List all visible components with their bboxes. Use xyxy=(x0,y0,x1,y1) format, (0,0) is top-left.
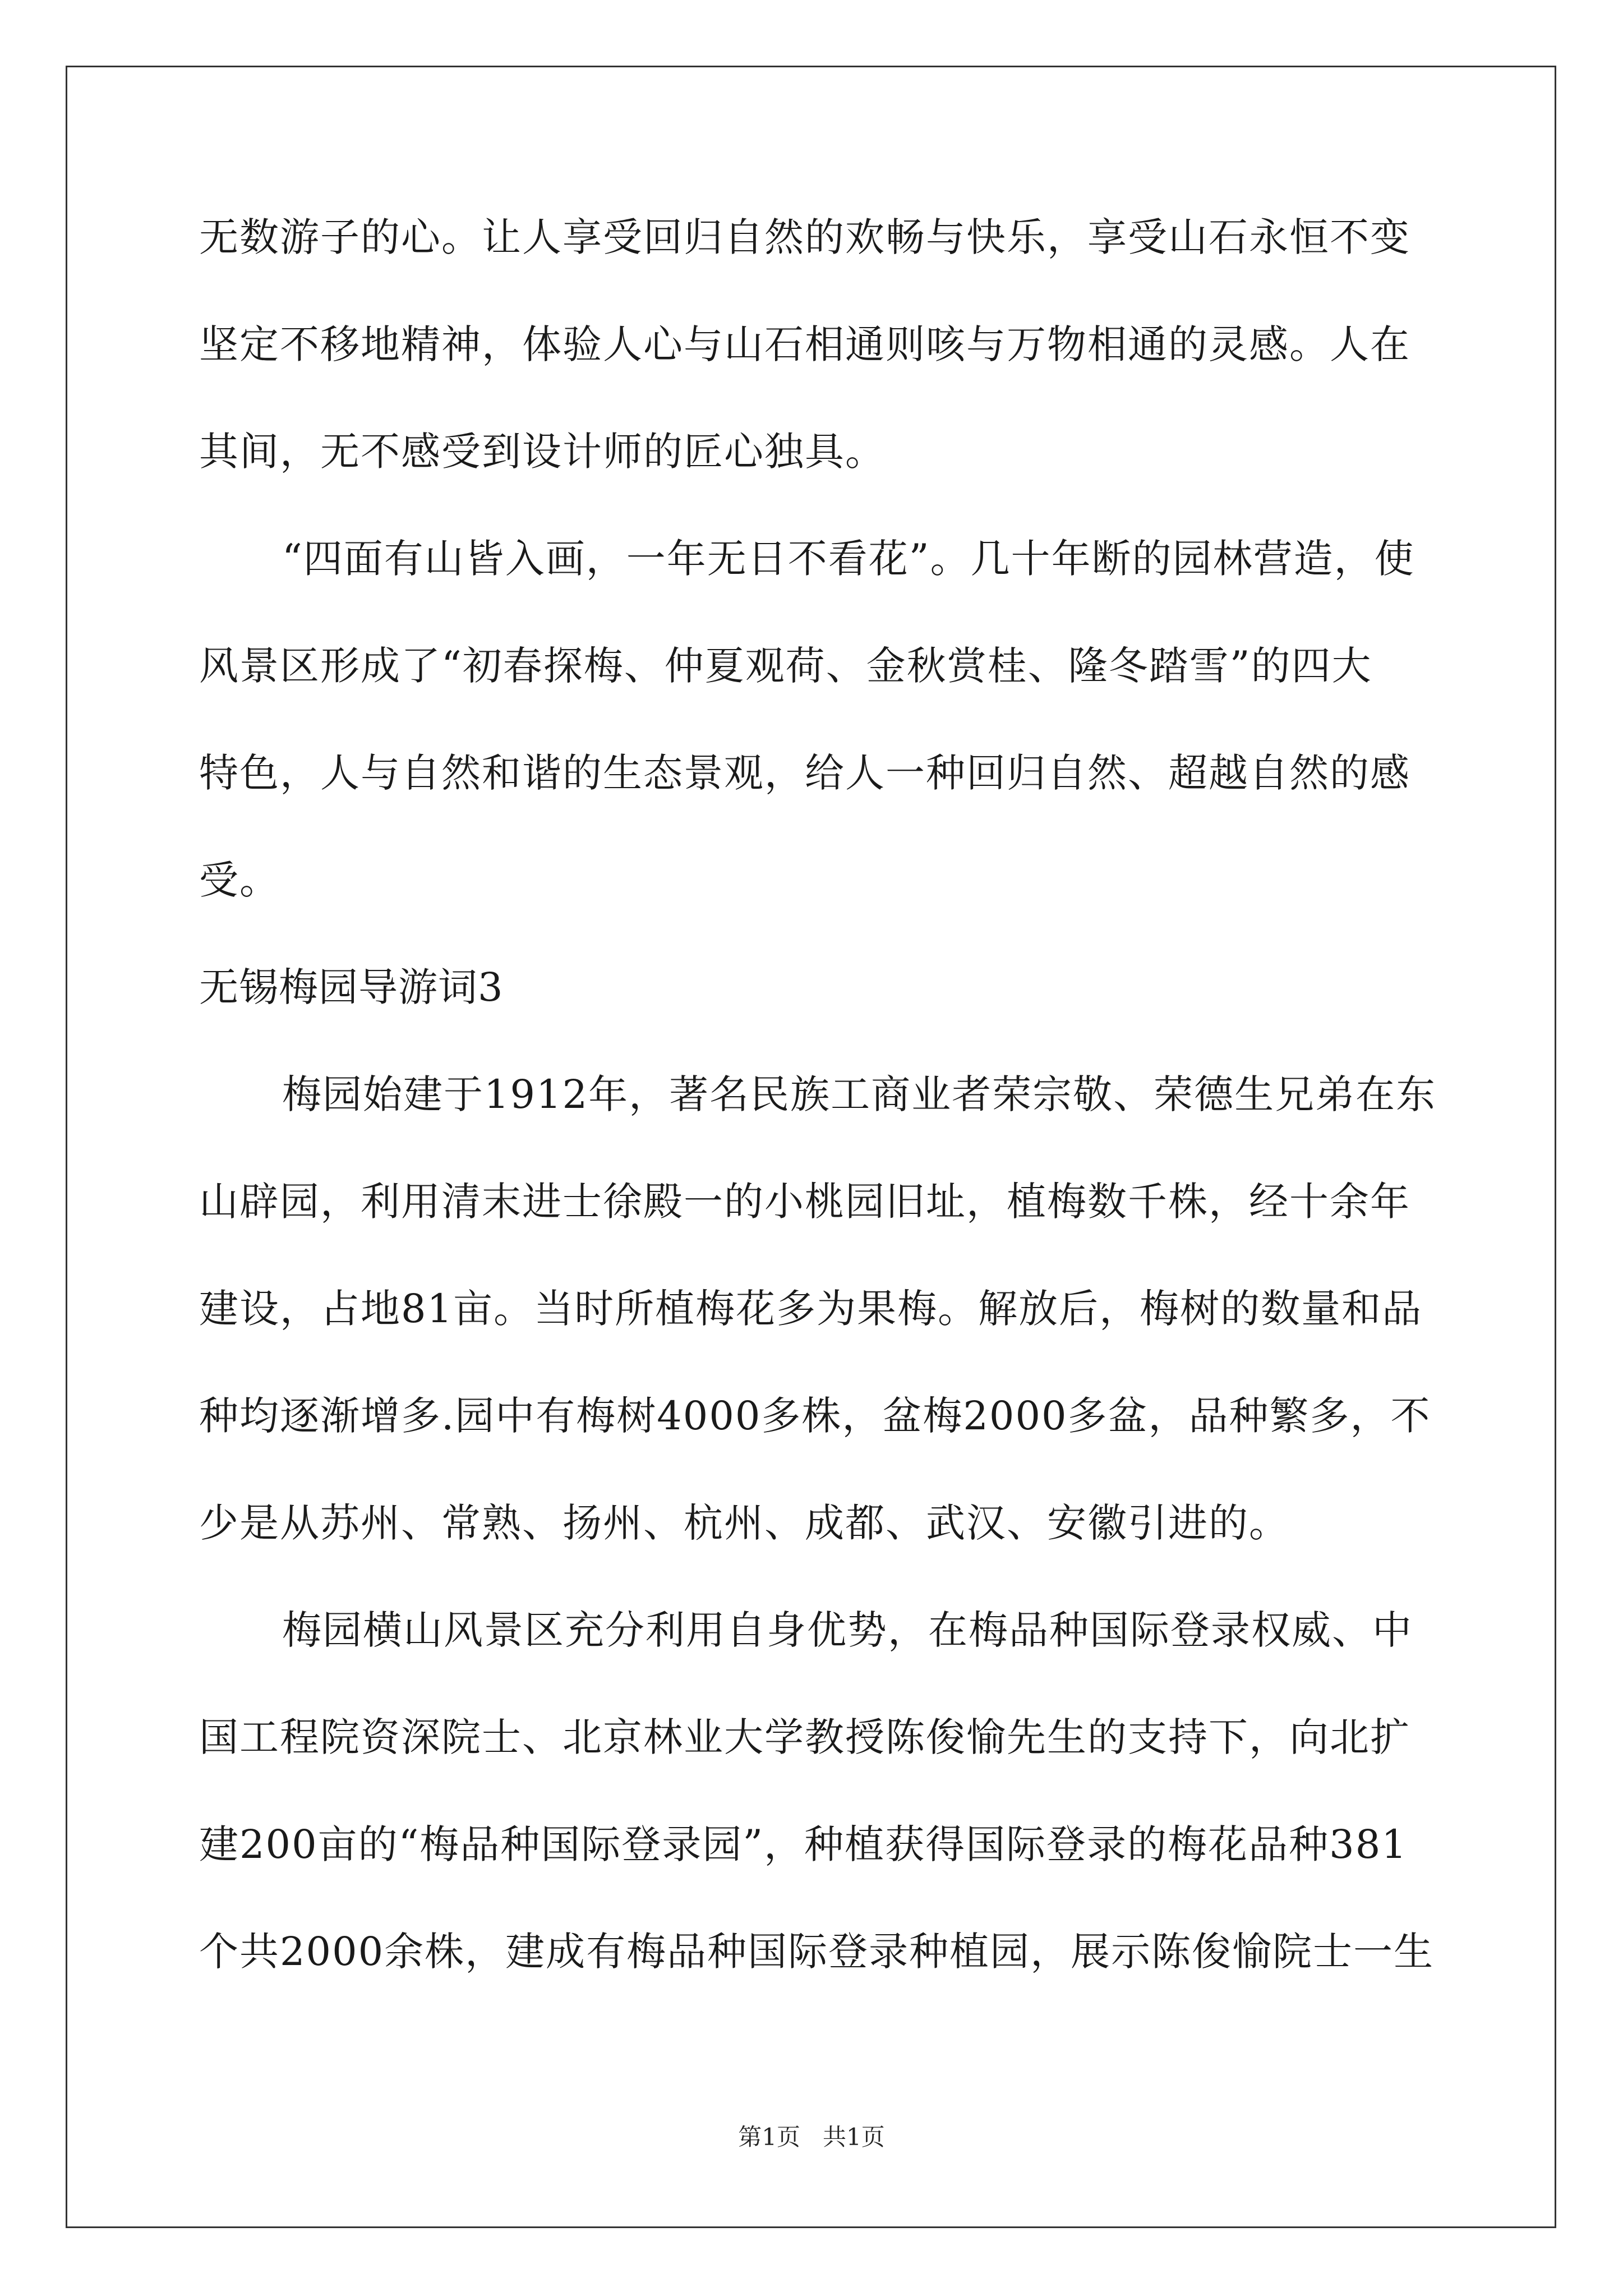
paragraph-line: 受。 xyxy=(199,857,280,903)
paragraph-line: 山辟园，利用清末进士徐殿一的小桃园旧址，植梅数千株，经十余年 xyxy=(199,1179,1410,1225)
paragraph-line: 建200亩的“梅品种国际登录园”，种植获得国际登录的梅花品种381 xyxy=(199,1821,1408,1867)
paragraph-line: 特色，人与自然和谐的生态景观，给人一种回归自然、超越自然的感 xyxy=(199,750,1410,796)
paragraph-line: 其间，无不感受到设计师的匠心独具。 xyxy=(199,429,886,475)
paragraph-line: “四面有山皆入画，一年无日不看花”。几十年断的园林营造，使 xyxy=(282,536,1415,582)
paragraph-line: 风景区形成了“初春探梅、仲夏观荷、金秋赏桂、隆冬踏雪”的四大 xyxy=(199,643,1372,689)
page-number-footer: 第1页 共1页 xyxy=(738,2123,885,2151)
document-body xyxy=(199,210,1437,2032)
paragraph-line: 梅园始建于1912年，著名民族工商业者荣宗敬、荣德生兄弟在东 xyxy=(282,1071,1437,1117)
section-heading: 无锡梅园导游词3 xyxy=(199,964,504,1010)
paragraph-line: 个共2000余株，建成有梅品种国际登录种植园，展示陈俊愉院士一生 xyxy=(199,1929,1435,1975)
paragraph-line: 国工程院资深院士、北京林业大学教授陈俊愉先生的支持下，向北扩 xyxy=(199,1714,1410,1760)
paragraph-line: 坚定不移地精神，体验人心与山石相通则咳与万物相通的灵感。人在 xyxy=(199,321,1410,367)
paragraph-line: 无数游子的心。让人享受回归自然的欢畅与快乐，享受山石永恒不变 xyxy=(199,214,1410,260)
paragraph-line: 种均逐渐增多.园中有梅树4000多株，盆梅2000多盆，品种繁多，不 xyxy=(199,1393,1431,1439)
paragraph-line: 建设，占地81亩。当时所植梅花多为果梅。解放后，梅树的数量和品 xyxy=(199,1286,1423,1332)
paragraph-line: 梅园横山风景区充分利用自身优势，在梅品种国际登录权威、中 xyxy=(282,1607,1413,1653)
paragraph-line: 少是从苏州、常熟、扬州、杭州、成都、武汉、安徽引进的。 xyxy=(199,1500,1289,1546)
